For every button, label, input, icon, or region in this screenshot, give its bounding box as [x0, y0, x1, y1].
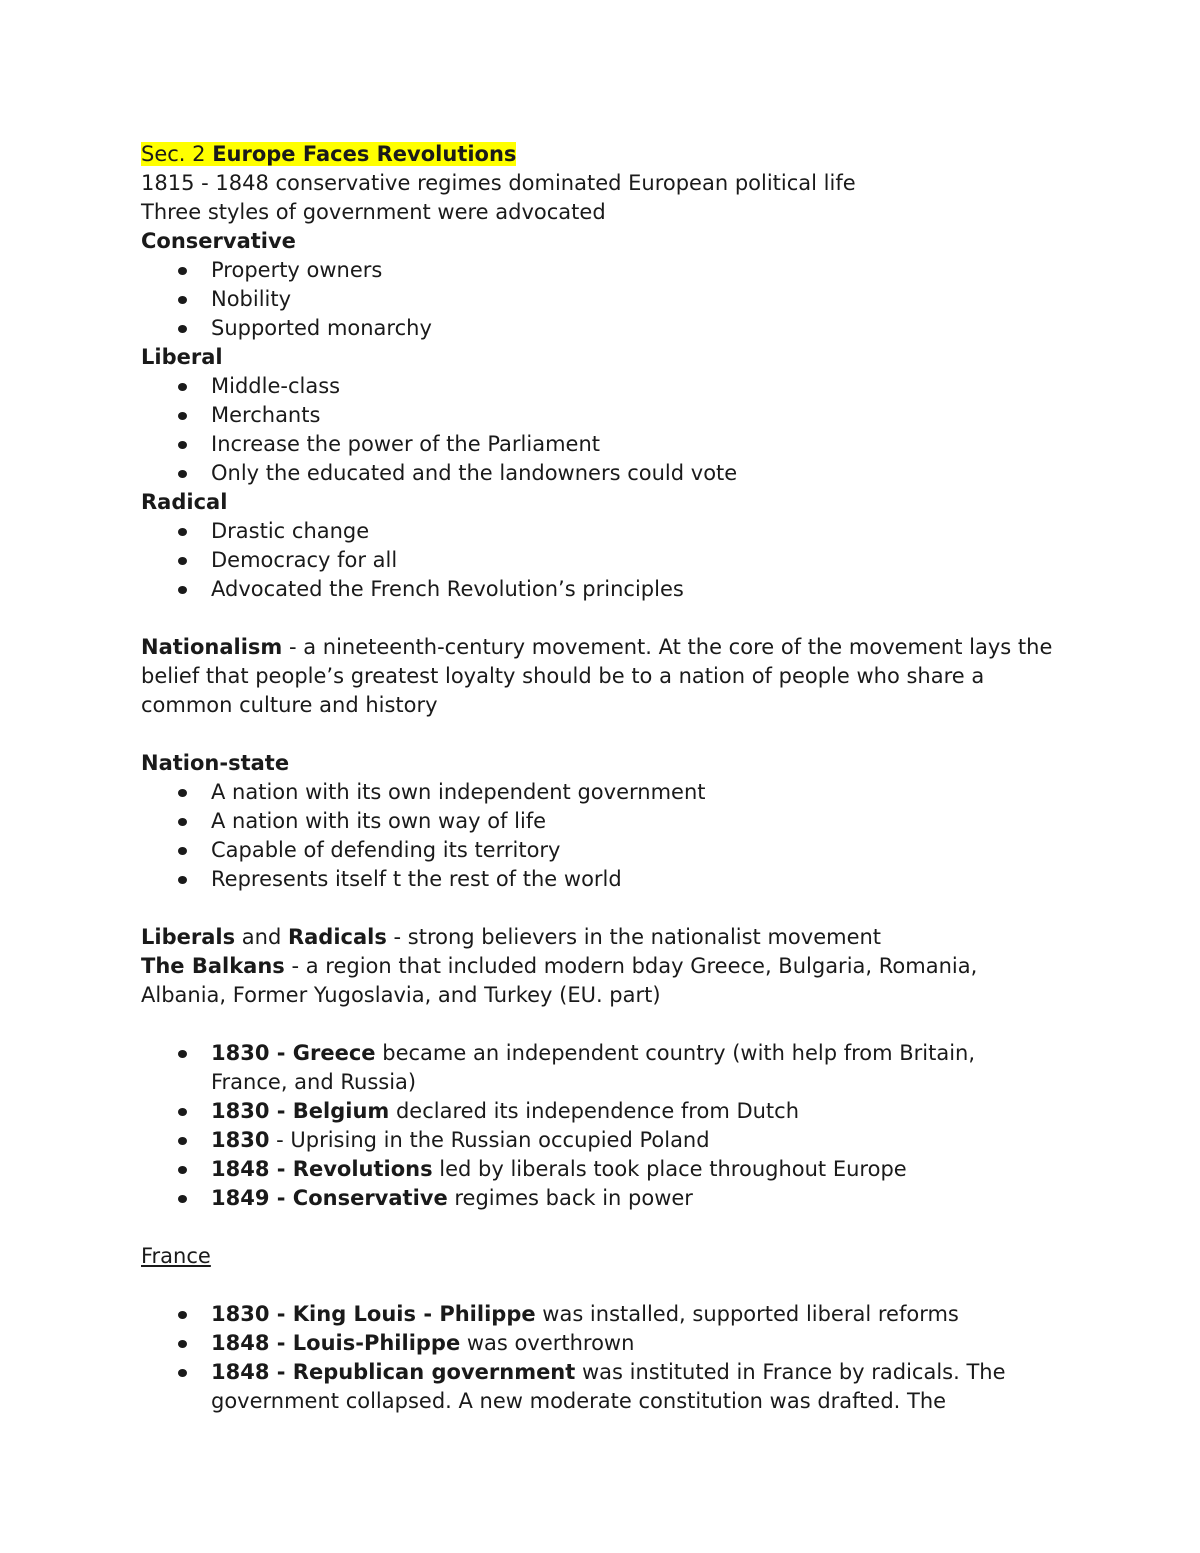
conservative-list	[141, 256, 1071, 343]
liberal-list	[141, 372, 1071, 488]
liberal-heading-text: Liberal	[141, 345, 223, 369]
list-item	[141, 1155, 1021, 1184]
list-item	[141, 1329, 1021, 1358]
conservative-heading-text: Conservative	[141, 229, 296, 253]
list-item	[141, 430, 1071, 459]
section-number: Sec. 2	[141, 142, 213, 166]
list-item	[141, 372, 1071, 401]
bullet-icon	[178, 441, 187, 449]
nation-state-heading	[141, 749, 1071, 778]
list-item	[141, 836, 1071, 865]
liberals-term: Liberals	[141, 925, 236, 949]
spacer	[141, 1213, 1071, 1242]
balkans-definition: - a region that included modern bday Greece, Bulgaria, Romania, Albania, Former Yugoslavia, and Turkey (EU. part)	[141, 954, 978, 1007]
event-text: declared its independence from Dutch	[389, 1099, 800, 1123]
list-item	[141, 575, 1071, 604]
balkans-paragraph	[141, 952, 1021, 1010]
list-item-text: Represents itself t the rest of the world	[211, 867, 622, 891]
event-text: became an independent country (with help from Britain, France, and Russia)	[211, 1041, 976, 1094]
nationalism-definition: - a nineteenth-century movement. At the core of the movement lays the belief that people’s greatest loyalty should be to a nation of people who share a common culture and history	[141, 635, 1053, 717]
and-text: and	[235, 925, 288, 949]
list-item-text: Middle-class	[211, 374, 341, 398]
event-date: 1830 - Greece	[211, 1041, 376, 1065]
section-name: Europe Faces Revolutions	[212, 142, 517, 166]
event-date: 1830 - King Louis - Philippe	[211, 1302, 536, 1326]
event-date: 1830 - Belgium	[211, 1099, 390, 1123]
bullet-icon	[178, 1050, 187, 1058]
balkans-term: The Balkans	[141, 954, 285, 978]
list-item-text: Increase the power of the Parliament	[211, 432, 601, 456]
liberal-heading	[141, 343, 1071, 372]
list-item-text: Democracy for all	[211, 548, 398, 572]
event-text: - Uprising in the Russian occupied Poland	[269, 1128, 710, 1152]
list-item	[141, 1358, 1021, 1416]
event-date: 1848 - Republican government	[211, 1360, 576, 1384]
list-item-text: Drastic change	[211, 519, 370, 543]
list-item	[141, 314, 1071, 343]
event-text: was installed, supported liberal reforms	[535, 1302, 959, 1326]
event-text: was instituted in France by radicals. The government collapsed. A new moderate constitution was drafted. The	[211, 1360, 1006, 1413]
event-date: 1830	[211, 1128, 270, 1152]
list-item-text: Capable of defending its territory	[211, 838, 561, 862]
nation-state-list	[141, 778, 1071, 894]
nationalism-term: Nationalism	[141, 635, 283, 659]
list-item-text: Property owners	[211, 258, 383, 282]
radical-list	[141, 517, 1071, 604]
radical-heading	[141, 488, 1071, 517]
bullet-icon	[178, 818, 187, 826]
bullet-icon	[178, 789, 187, 797]
bullet-icon	[178, 267, 187, 275]
france-heading	[141, 1242, 1071, 1271]
list-item-text: Nobility	[211, 287, 292, 311]
bullet-icon	[178, 1369, 187, 1377]
list-item	[141, 546, 1071, 575]
bullet-icon	[178, 1311, 187, 1319]
france-events-list	[141, 1300, 1021, 1416]
bullet-icon	[178, 528, 187, 536]
list-item	[141, 459, 1071, 488]
list-item-text: Supported monarchy	[211, 316, 432, 340]
spacer	[141, 604, 1071, 633]
event-date: 1848 - Revolutions	[211, 1157, 433, 1181]
section-title	[141, 140, 1071, 169]
spacer	[141, 720, 1071, 749]
list-item	[141, 865, 1071, 894]
list-item-text: Advocated the French Revolution’s principles	[211, 577, 684, 601]
intro-line-1: 1815 - 1848 conservative regimes dominated European political life	[141, 171, 856, 195]
list-item	[141, 1097, 1021, 1126]
nationalism-paragraph	[141, 633, 1071, 720]
list-item	[141, 807, 1071, 836]
bullet-icon	[178, 847, 187, 855]
list-item	[141, 517, 1071, 546]
list-item	[141, 778, 1071, 807]
list-item	[141, 256, 1071, 285]
bullet-icon	[178, 1108, 187, 1116]
list-item	[141, 401, 1071, 430]
bullet-icon	[178, 296, 187, 304]
list-item-text: A nation with its own way of life	[211, 809, 547, 833]
events-list	[141, 1039, 1021, 1213]
bullet-icon	[178, 412, 187, 420]
list-item	[141, 1300, 1021, 1329]
spacer	[141, 1010, 1071, 1039]
document-content	[141, 140, 1071, 1416]
france-heading-text: France	[141, 1244, 211, 1268]
bullet-icon	[178, 557, 187, 565]
bullet-icon	[178, 1340, 187, 1348]
bullet-icon	[178, 470, 187, 478]
list-item	[141, 285, 1071, 314]
list-item	[141, 1184, 1021, 1213]
bullet-icon	[178, 1195, 187, 1203]
event-text: regimes back in power	[447, 1186, 693, 1210]
bullet-icon	[178, 325, 187, 333]
bullet-icon	[178, 586, 187, 594]
list-item	[141, 1039, 1021, 1097]
spacer	[141, 894, 1071, 923]
bullet-icon	[178, 1166, 187, 1174]
event-text: was overthrown	[460, 1331, 635, 1355]
conservative-heading	[141, 227, 1071, 256]
liberals-radicals-definition: - strong believers in the nationalist movement	[386, 925, 882, 949]
spacer	[141, 1271, 1071, 1300]
event-text: led by liberals took place throughout Europe	[432, 1157, 907, 1181]
intro-line-2: Three styles of government were advocated	[141, 200, 606, 224]
list-item	[141, 1126, 1021, 1155]
liberals-radicals-line	[141, 923, 1071, 952]
bullet-icon	[178, 876, 187, 884]
nation-state-heading-text: Nation-state	[141, 751, 290, 775]
event-date: 1849 - Conservative	[211, 1186, 448, 1210]
event-date: 1848 - Louis-Philippe	[211, 1331, 461, 1355]
list-item-text: A nation with its own independent government	[211, 780, 706, 804]
bullet-icon	[178, 1137, 187, 1145]
list-item-text: Merchants	[211, 403, 321, 427]
bullet-icon	[178, 383, 187, 391]
radical-heading-text: Radical	[141, 490, 228, 514]
radicals-term: Radicals	[287, 925, 387, 949]
list-item-text: Only the educated and the landowners could vote	[211, 461, 738, 485]
